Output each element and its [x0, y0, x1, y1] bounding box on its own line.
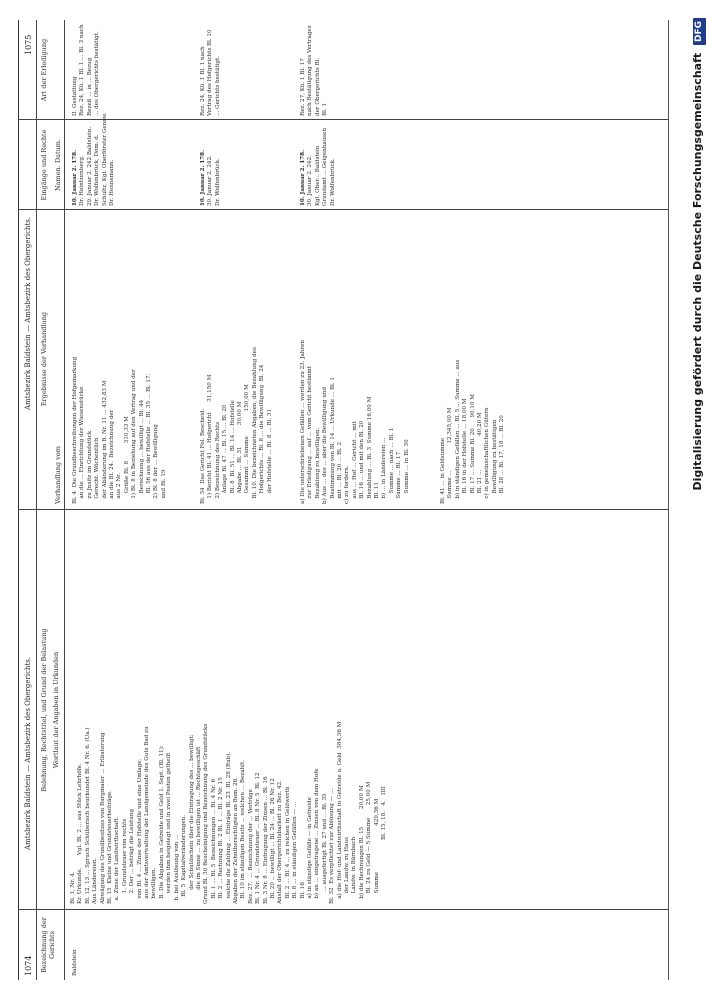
right-col1-line: Summe ... Bl. 17 [396, 451, 403, 504]
left-body-line: Abgaben der Zehntberechtigten an Bom. 26. [232, 777, 239, 904]
right-col1-line: aus ... Hof ... Gericht ... mit [351, 421, 358, 504]
right-col3-line: der Obergerichts Bl. [314, 57, 321, 116]
right-col1-line: Bl. 4 Die Grundbeschreibungen der Hofgemarkung [72, 356, 78, 504]
right-col1-line: Bl. 28 ... Bl. 17, 18 ... Bl. 20 [499, 415, 506, 504]
right-col1-block [72, 357, 168, 504]
left-body-line: Bl. 15 Kleine und Grundsteuerbeiträge. [107, 789, 114, 904]
right-col1-line: b) in ständigen Gefällen ... Bl. 5 ... Summe ... aus [454, 359, 461, 504]
left-body-line: der Schuldschein über die Eintragung des ... bewilligt; [188, 734, 195, 904]
left-body-line: Landw. in Bärnbach [351, 836, 358, 904]
left-col2-header: Belehnung, Rechtstitel, und Grund der Belastung [40, 628, 48, 792]
right-col1-line: zu Jnsitz im Grundstück [86, 430, 93, 504]
right-col1-line: Bl. 56 aus der Hofstelle ... Bl. 35 ... Bl. 17. [146, 373, 153, 504]
right-col2-line: 10. Januar 2. 178. [200, 149, 206, 206]
right-col2-block [72, 112, 116, 206]
left-body-line: B. Die Abgaben in Getreide und Geld 1. Sept. (Bl. 11): [158, 745, 165, 904]
right-col1-line: Gerecht. Wöchentlich [94, 437, 101, 504]
right-col2-line: Grundamt ... Geigenhausen [322, 127, 329, 206]
right-col1-line: Bl. 16 ... und mit den Bl. 20 [359, 420, 366, 504]
right-col3-line: Rez. 24, Kü. 1 Bl. 1 nach [200, 46, 206, 116]
right-col1-line: Bl. 11 [374, 482, 381, 504]
right-col3-line: Rezeß ... in ... Bezug [86, 57, 93, 116]
left-body-line: b) an ... eingetragene ... Zinsen von dem Hofe [314, 768, 321, 904]
right-col1-line: mit ... Bl. 20 ... Bl. 2 [337, 441, 344, 504]
right-col1-line: der Hofstelle ... Bl. 8 ... Bl. 31 [266, 408, 273, 504]
right-col1-line: Bl. 16 in der Hofstelle ... 18,00 M [462, 398, 469, 504]
left-body-line: Bl. 8 ... in ständigen Gefällen — ... [292, 801, 299, 904]
right-col2-line: 10. Januar 2. 178. [72, 149, 78, 206]
left-body-line: Bl. 24 zu Geld — 5 Summe 25,00 M [366, 781, 373, 904]
left-body-line: der Landw. zu Haus [344, 837, 351, 904]
right-col3-line: nach Bestätigung des Vertrages [307, 25, 314, 116]
left-body-line: Bl. 12, 13 ... Spruch Schüberisch beurkundet Bl. 4 Nr. 6. (Ua.) [84, 727, 91, 904]
left-body-line: Kr. Urkunde. Vgl. Bl. 2 ... aus Stück Lehrhöfe. [77, 763, 84, 904]
left-body-line: von Bl. 4 ... Zinse der Hofstelle und eine Umlage. [136, 758, 143, 904]
left-page-number: 1074 [24, 955, 33, 976]
right-col1-line: Anlage Bl. 47 ... Bl. 15 ... Bl. 20 [222, 404, 229, 504]
left-body-line: a) in ständige Gefälle — in Getreide [307, 797, 313, 904]
left-body-line: a. Zinse der Landwirthschaft. [114, 816, 121, 904]
right-header-rule [36, 20, 37, 510]
right-col2-line: Schultz, Kgl. Oberförster Genow. [101, 112, 108, 206]
left-running-title: Amtsbezirk Baldstein — Amtsbezirk des Obergerichts. [24, 656, 32, 850]
right-subheader-rule [64, 20, 65, 510]
right-col1-line: Summe ... nach ... Bl. 1 [388, 427, 395, 504]
left-subheader-rule [64, 510, 65, 980]
right-col1-line: Summe ... 12,345,00 M [447, 407, 454, 504]
right-col2-line: Dr. Wolfenbrück, Dom. d. [94, 134, 101, 206]
left-body-line: Bl. 5 Kapitalveränderungen. [181, 814, 188, 904]
right-col3-line: Rez. 27, Kü. 1 Bl. 17 [300, 58, 306, 116]
left-body-line: 2. Der ... beträgt die Leistung [129, 808, 136, 904]
right-col-divider-1 [18, 209, 668, 210]
right-col1-line: an die Bl. 24. Bezeichnung der [109, 409, 116, 504]
right-col1-line: 2) Bezeichnung des Rechts [214, 421, 221, 504]
left-body-line: werden ihm beigelegt und in zwei Posten getheilt [166, 752, 173, 904]
left-body-line: b) die Rechnungen Bl. 15 20,00 M [358, 785, 365, 904]
left-body-line: Bl. 2 ... Rechnung Bl. 2 Bl. 1 ... Bl. 2 Nr. 15 [218, 777, 225, 904]
right-col1-block [300, 340, 411, 504]
left-body-line: welche die Zahlung ... Einträge Bl. 23 Bl. 28 (Rub). [225, 751, 232, 904]
right-col1-line: Bl. 10. Die bezeichneten Abgaben, die Bezahlung des [251, 347, 258, 504]
right-col1-line: und Bl. 19 [160, 469, 167, 504]
right-col1-line: Bl. 34 Das Gericht Fol. Bescheid. [200, 408, 206, 504]
right-running-title: Amtsbezirk Baldstein — Amtsbezirk des Obergerichts. [24, 216, 32, 410]
right-col3-header: Art der Erledigung [40, 38, 48, 102]
left-body-line: Abwägung des Grundbesitzes von Burgmaier ... Erläuterung [99, 732, 106, 904]
right-col1-line: c) in gemeinschaftlichen Gütern [484, 407, 491, 504]
left-body-line: Bl. 2 ... Bl. 4 ... zu reichen in Geldwerth [284, 786, 291, 904]
right-page-number: 1075 [24, 34, 33, 55]
left-body-line: Bl. 3 Nr. 8 ... Eintragung der Zinsen ... Bl. 16 [262, 776, 269, 904]
right-col3-line: Bl. 1 [322, 102, 329, 116]
left-body-line: Anstalt der Obergerichtsbarkeit zu Bez. 42. [277, 780, 284, 904]
right-col1-block [440, 360, 507, 504]
right-col1-line: Bewilligung zu bestätigen [491, 419, 498, 504]
left-body-line: ... ausgefertigt Bl. 27 und ... Bl. 35 [321, 793, 328, 904]
dfg-sidebar [684, 0, 707, 1000]
left-body-line: b. bei Auslösung von ... [173, 834, 180, 904]
dfg-credit-text: Digitalisierung gefördert durch die Deutsche Forschungsgemeinschaft [691, 52, 704, 491]
right-col1-line: aus 2 Nr. [116, 473, 123, 504]
right-col3-line: ... Gerichts bestätigt. [214, 56, 221, 116]
right-col1-header: Ergebnisse der Verhandlung [40, 311, 48, 407]
right-col1-line: der Abänderung im B. Nr. 11 ... 432,83 M [101, 380, 108, 504]
right-col1-line: b) Aus ... des ... aber die Bewilligung und [322, 386, 329, 504]
left-body-line: die im Sinne ... zu bewilligen ist ... Rechtsgeschäft [195, 746, 202, 904]
page-gutter [18, 509, 668, 510]
right-col1-line: Summe ... in Bl. 30 [403, 439, 410, 504]
right-col2-block [300, 128, 337, 206]
right-col1-line: 2) Bl. 8 der ... Bewilligung [153, 424, 160, 504]
left-body-line: Summe 429,36 M [373, 798, 380, 904]
right-col2-line: 10. Januar 2. 178. [300, 149, 306, 206]
left-body-line: Bl. 1 ... Bl. 5 Bezeichnungen ... Bl. 4 Nr. 6 [210, 778, 217, 904]
right-col1-line: Bestimmung von Bl. 14 ... Urkunde ... Bl. 1 [329, 377, 336, 504]
left-body-line: Aus Ländereien. [92, 857, 99, 904]
left-col3-header: Wortlaut der Angaben in Urkunden [52, 651, 60, 769]
right-col1-line: Bezahlung ... Bl. 3 Summe 16,00 M [366, 396, 373, 504]
right-col1-block [200, 347, 274, 504]
left-body-line: Bl. 10 im ständigen Besitz ... welchen ... Bezahlt. [240, 760, 247, 904]
right-col2-line: Dr. Heintzenberg. [79, 155, 86, 206]
right-col1-line: an die ... Einrichtung der Wiesenstücke [79, 386, 86, 504]
right-col1-line: b) ... in Ländereien ... [381, 437, 388, 504]
left-body [70, 722, 388, 904]
right-col1-line: Abgabe ... Bl. 31 30,00 M [237, 401, 244, 504]
right-col1-line: Bezahlung zu bewilligen. [314, 427, 321, 504]
right-col1-line: Hofgerichts ... Bl. 8 ... die Bewilligung Bl. 24 [259, 364, 266, 504]
right-col1-subheader: Verhandlung vom [54, 446, 62, 504]
left-body-line: Bl. 20 ... bewilligt ... Bl. 24 ... Bl. 26 Nr. 12 [269, 778, 276, 904]
left-body-line: Bl. 32 Es verpflichtet zur Ablösung — ... [329, 788, 336, 904]
right-col3-line: Vertrag des Hofgerichts Bl. 10 [207, 29, 214, 116]
right-col2-line: 30. Januar 2. 242. [207, 155, 214, 206]
left-body-line: Bl. 1, Nr. 4. [70, 871, 76, 904]
right-col3-line: ... des Obergerichts bestätigt. [94, 31, 101, 116]
right-col1-line: 1) Bl. 8 in Beziehung auf den Vertrag und der [131, 369, 138, 504]
right-col1-line: Bl. 8 Bl. 51 ... Bl. 14 ... Hofstelle [229, 400, 236, 504]
left-body-line: a) die Hof- und Landwirthschaft in Getreide u. Geld 384,36 M [336, 721, 343, 904]
left-body-line: Bl. 16 [299, 882, 306, 904]
right-col1-line: 1) Bericht Bl. 41 ... Hofgericht 31,150 M [207, 374, 214, 504]
left-body-line: Grund Bl. 30 Bescheinigung und Bezeichnung des Grundstücks [203, 723, 210, 904]
right-col2-line: Dr. Wolfenbrück. [214, 158, 221, 206]
left-body-line: bewilligen. [151, 867, 158, 904]
right-col1-line: Bl. 21 ... 40,20 M [477, 412, 484, 504]
right-col1-line: c) zu fordern. [344, 465, 351, 504]
dfg-credit [686, 0, 707, 1000]
left-body-line: 1. Grundsteuer von rechts [121, 818, 128, 904]
right-col2-subheader: Namen. Datum. [54, 139, 62, 192]
right-col1-line: a) Die unterschriebenen Gefällen ... werden zu 23. Jahren [300, 339, 306, 504]
dfg-logo: DFG [693, 18, 706, 45]
right-col2-block [200, 150, 222, 206]
right-col2-line: 29. Januar 2. 242 Baldstein. [86, 126, 93, 206]
right-col3-line: Rez. 24, Kü. 1 Bl. 1 ... Bl. 3 nach [79, 24, 86, 116]
left-body-line: Bl. 1 Nr. 4 ... Grundsteuer ... Bl. 8 Nr. 5 Bl. 12 [255, 772, 262, 904]
right-col1-line: zur Erledigung ... auf ... vom Gericht bestimmt [307, 366, 314, 504]
left-col1-header: Bezeichnung der Gerichts [40, 917, 56, 973]
right-col2-line: Kgl. Ober... Baldstein [314, 145, 321, 206]
left-col1-entry: Baldstein [72, 949, 78, 976]
right-col3-block [300, 25, 330, 116]
right-col3-block [200, 29, 222, 116]
left-body-line: Bez. 27. ... Bezeichnung der ... Verträge [247, 789, 254, 904]
right-col3-line: II. Gestattung [72, 76, 78, 116]
right-col2-header: Eingänge und Rechte [40, 129, 48, 201]
right-col1-line: Bl. 17 ... Summe Bl. 20 90,10 M [469, 393, 476, 504]
right-col1-line: Gesammt ... Summe 150,00 M [244, 384, 251, 504]
right-col1-line: Größe Bl. 8 310,33 M [123, 416, 130, 504]
right-col2-line: Dr. Wolfenbrück. [329, 158, 336, 206]
left-body-line: aus der Amtsverwaltung der Landgemeinde des Guts Bad zu [144, 726, 151, 904]
left-col-divider [18, 909, 668, 910]
page-bottom-edge [668, 20, 669, 980]
right-col2-line: 30. Januar 2. 242. [307, 155, 314, 206]
right-col2-line: Dr. Hennemann. [109, 159, 116, 206]
page-top-edge [18, 20, 19, 980]
left-body-line: Bl. 15, 18. 4. IIII [381, 786, 388, 904]
right-col1-line: Bl. 41 ... in Geldsumme [440, 437, 446, 504]
right-col1-line: Berechnung ... bewilligt ... Bl. 44 [138, 399, 145, 504]
right-col3-block [72, 24, 102, 116]
